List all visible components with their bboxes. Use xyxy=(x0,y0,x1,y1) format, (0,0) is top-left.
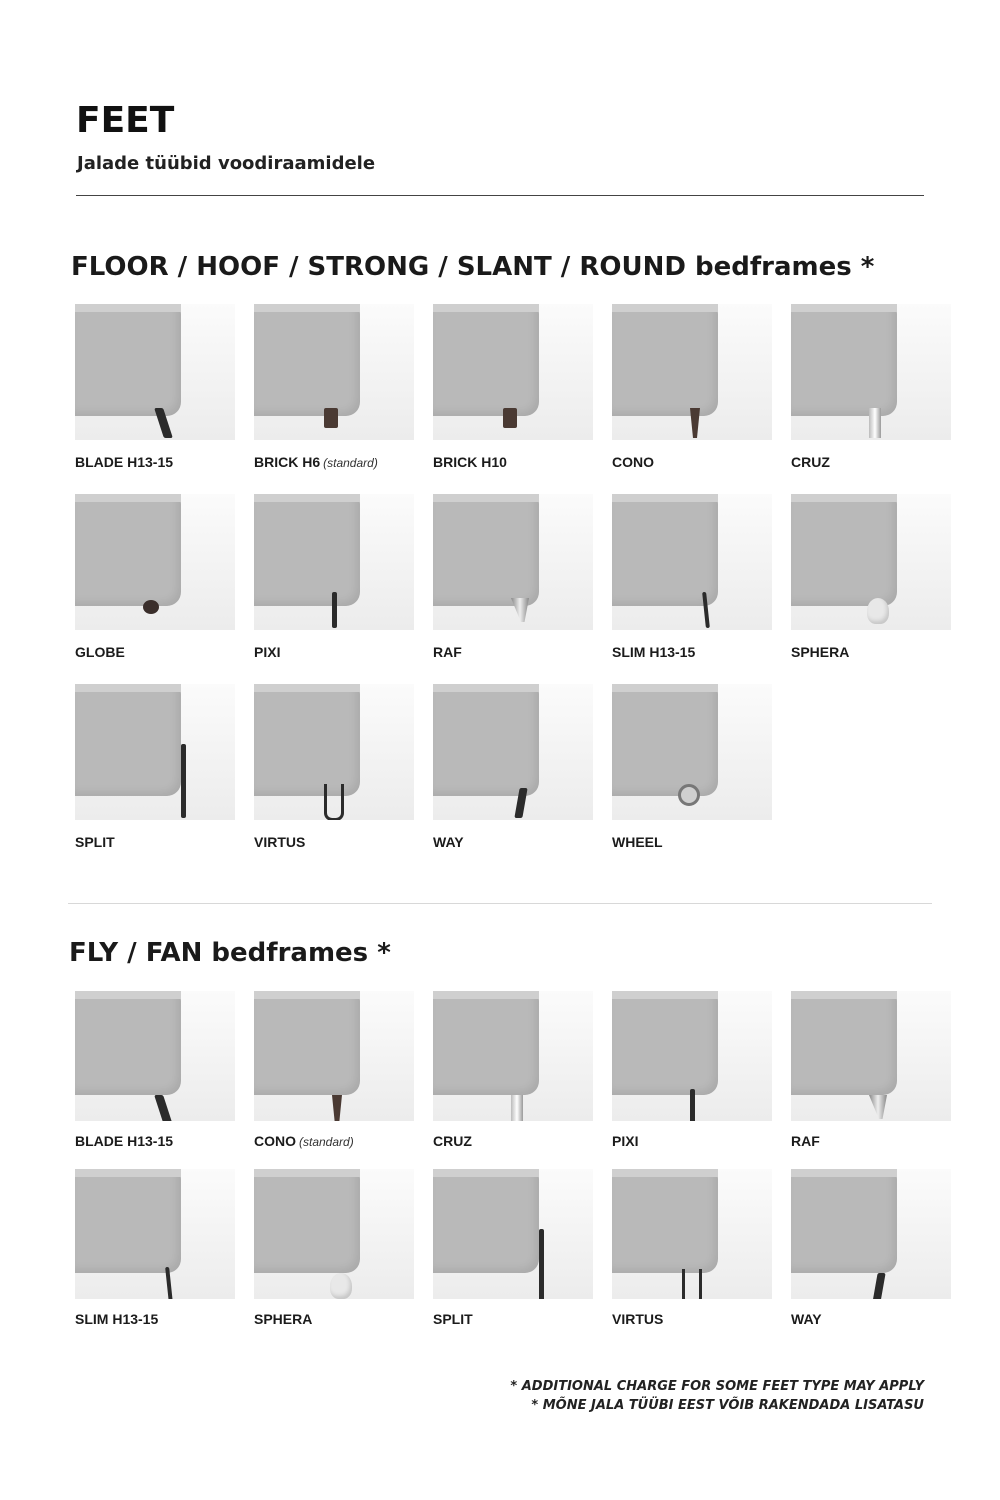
foot-note: (standard) xyxy=(299,1135,354,1149)
page-title: FEET xyxy=(76,100,175,141)
foot-tile xyxy=(254,1169,414,1347)
bed-cushion xyxy=(254,991,360,1095)
bed-cushion xyxy=(612,304,718,416)
foot-tile xyxy=(433,684,593,874)
brick-foot-icon xyxy=(254,304,414,440)
foot-shape xyxy=(511,598,529,622)
section-heading-floor: FLOOR / HOOF / STRONG / SLANT / ROUND bedframes * xyxy=(71,252,875,282)
split-foot-icon xyxy=(433,1169,593,1299)
bed-cushion xyxy=(75,1169,181,1273)
bed-cushion xyxy=(612,1169,718,1273)
foot-name: RAF xyxy=(433,644,462,660)
foot-tile xyxy=(433,991,593,1169)
globe-foot-icon xyxy=(75,494,235,630)
foot-name: CONO xyxy=(612,454,654,470)
foot-shape xyxy=(869,408,881,438)
foot-name: WAY xyxy=(433,834,464,850)
foot-tile xyxy=(612,991,772,1169)
bed-cushion xyxy=(433,684,539,796)
foot-shape xyxy=(690,408,700,438)
foot-shape xyxy=(324,408,338,428)
sphera-foot-icon xyxy=(254,1169,414,1299)
bed-cushion xyxy=(75,494,181,606)
foot-label xyxy=(433,454,593,470)
blade-foot-icon xyxy=(75,991,235,1121)
foot-shape xyxy=(154,1095,173,1121)
bed-cushion xyxy=(433,494,539,606)
bed-cushion xyxy=(433,991,539,1095)
foot-name: CRUZ xyxy=(791,454,830,470)
bed-cushion xyxy=(254,304,360,416)
foot-tile xyxy=(612,1169,772,1347)
foot-tile xyxy=(75,1169,235,1347)
foot-tile xyxy=(791,1169,951,1347)
pixi-foot-icon xyxy=(254,494,414,630)
foot-name: SPHERA xyxy=(791,644,850,660)
virtus-foot-icon xyxy=(254,684,414,820)
foot-shape xyxy=(143,600,159,614)
foot-tile xyxy=(254,494,414,684)
foot-tile xyxy=(612,304,772,494)
footnote-et: * MÕNE JALA TÜÜBI EEST VÕIB RAKENDADA LISATASU xyxy=(531,1398,924,1413)
foot-tile xyxy=(75,304,235,494)
bed-cushion xyxy=(254,494,360,606)
foot-label xyxy=(254,644,414,660)
foot-label xyxy=(75,1133,235,1149)
foot-name: BLADE H13-15 xyxy=(75,454,174,470)
footnotes xyxy=(510,1377,924,1415)
bed-cushion xyxy=(791,991,897,1095)
bed-cushion xyxy=(612,991,718,1095)
foot-label xyxy=(433,1311,593,1327)
footnote-en: * ADDITIONAL CHARGE FOR SOME FEET TYPE MAY APPLY xyxy=(510,1379,924,1394)
foot-label xyxy=(612,644,772,660)
foot-tile xyxy=(612,494,772,684)
feet-grid-fly xyxy=(75,991,951,1347)
slim-foot-icon xyxy=(75,1169,235,1299)
foot-name: SPHERA xyxy=(254,1311,313,1327)
cruz-foot-icon xyxy=(791,304,951,440)
foot-shape xyxy=(330,1273,352,1299)
foot-name: WAY xyxy=(791,1311,822,1327)
foot-label xyxy=(612,454,772,470)
feet-grid-floor xyxy=(75,304,951,874)
sphera-foot-icon xyxy=(791,494,951,630)
foot-tile xyxy=(791,304,951,494)
foot-label xyxy=(612,834,772,850)
foot-name: VIRTUS xyxy=(612,1311,664,1327)
foot-label xyxy=(75,1311,235,1327)
foot-tile xyxy=(75,991,235,1169)
foot-shape xyxy=(181,744,186,818)
bed-cushion xyxy=(791,304,897,416)
bed-cushion xyxy=(75,304,181,416)
foot-tile xyxy=(791,991,951,1169)
foot-label xyxy=(791,454,951,470)
header-divider xyxy=(76,195,924,196)
slim-foot-icon xyxy=(612,494,772,630)
way-foot-icon xyxy=(791,1169,951,1299)
virtus-foot-icon xyxy=(612,1169,772,1299)
section-heading-fly: FLY / FAN bedframes * xyxy=(69,938,391,968)
bed-cushion xyxy=(75,991,181,1095)
foot-label xyxy=(433,834,593,850)
foot-name: BRICK H6 xyxy=(254,454,321,470)
foot-name: GLOBE xyxy=(75,644,125,660)
foot-name: SPLIT xyxy=(433,1311,473,1327)
raf-foot-icon xyxy=(791,991,951,1121)
foot-label xyxy=(75,834,235,850)
foot-name: VIRTUS xyxy=(254,834,306,850)
foot-shape xyxy=(332,592,337,628)
foot-shape xyxy=(511,1095,523,1121)
foot-tile xyxy=(254,304,414,494)
foot-shape xyxy=(678,784,700,806)
foot-name: SPLIT xyxy=(75,834,115,850)
split-foot-icon xyxy=(75,684,235,820)
bed-cushion xyxy=(791,494,897,606)
foot-tile xyxy=(254,991,414,1169)
foot-label xyxy=(791,644,951,660)
cruz-foot-icon xyxy=(433,991,593,1121)
wheel-foot-icon xyxy=(612,684,772,820)
foot-tile xyxy=(433,304,593,494)
bed-cushion xyxy=(75,684,181,796)
foot-note: (standard) xyxy=(323,456,378,470)
foot-label xyxy=(612,1311,772,1327)
section-divider xyxy=(68,903,932,904)
foot-shape xyxy=(682,1269,702,1299)
foot-name: CONO xyxy=(254,1133,296,1149)
foot-tile xyxy=(433,1169,593,1347)
bed-cushion xyxy=(433,304,539,416)
cono-foot-icon xyxy=(612,304,772,440)
foot-shape xyxy=(872,1273,885,1299)
foot-shape xyxy=(869,1095,887,1119)
foot-shape xyxy=(867,598,889,624)
foot-label xyxy=(75,454,235,470)
foot-name: PIXI xyxy=(612,1133,639,1149)
foot-shape xyxy=(324,784,344,820)
bed-cushion xyxy=(254,684,360,796)
bed-cushion xyxy=(433,1169,539,1273)
pixi-foot-icon xyxy=(612,991,772,1121)
foot-name: PIXI xyxy=(254,644,281,660)
bed-cushion xyxy=(254,1169,360,1273)
foot-label xyxy=(433,644,593,660)
foot-tile xyxy=(612,684,772,874)
bed-cushion xyxy=(612,684,718,796)
foot-tile xyxy=(791,494,951,684)
foot-label xyxy=(254,454,414,470)
foot-label xyxy=(433,1133,593,1149)
foot-name: BRICK H10 xyxy=(433,454,507,470)
foot-shape xyxy=(332,1095,342,1121)
way-foot-icon xyxy=(433,684,593,820)
bed-cushion xyxy=(612,494,718,606)
foot-tile xyxy=(254,684,414,874)
foot-label xyxy=(612,1133,772,1149)
foot-shape xyxy=(690,1089,695,1121)
page-subtitle: Jalade tüübid voodiraamidele xyxy=(77,153,376,174)
foot-name: BLADE H13-15 xyxy=(75,1133,174,1149)
foot-tile xyxy=(433,494,593,684)
foot-tile xyxy=(75,494,235,684)
foot-tile xyxy=(75,684,235,874)
foot-shape xyxy=(539,1229,544,1299)
foot-shape xyxy=(503,408,517,428)
foot-label xyxy=(791,1311,951,1327)
foot-name: WHEEL xyxy=(612,834,663,850)
foot-label xyxy=(75,644,235,660)
foot-name: RAF xyxy=(791,1133,820,1149)
foot-label xyxy=(254,1133,414,1149)
brick-foot-icon xyxy=(433,304,593,440)
raf-foot-icon xyxy=(433,494,593,630)
foot-name: CRUZ xyxy=(433,1133,472,1149)
foot-label xyxy=(254,1311,414,1327)
bed-cushion xyxy=(791,1169,897,1273)
foot-label xyxy=(254,834,414,850)
foot-label xyxy=(791,1133,951,1149)
blade-foot-icon xyxy=(75,304,235,440)
foot-name: SLIM H13-15 xyxy=(75,1311,159,1327)
cono-foot-icon xyxy=(254,991,414,1121)
foot-name: SLIM H13-15 xyxy=(612,644,696,660)
